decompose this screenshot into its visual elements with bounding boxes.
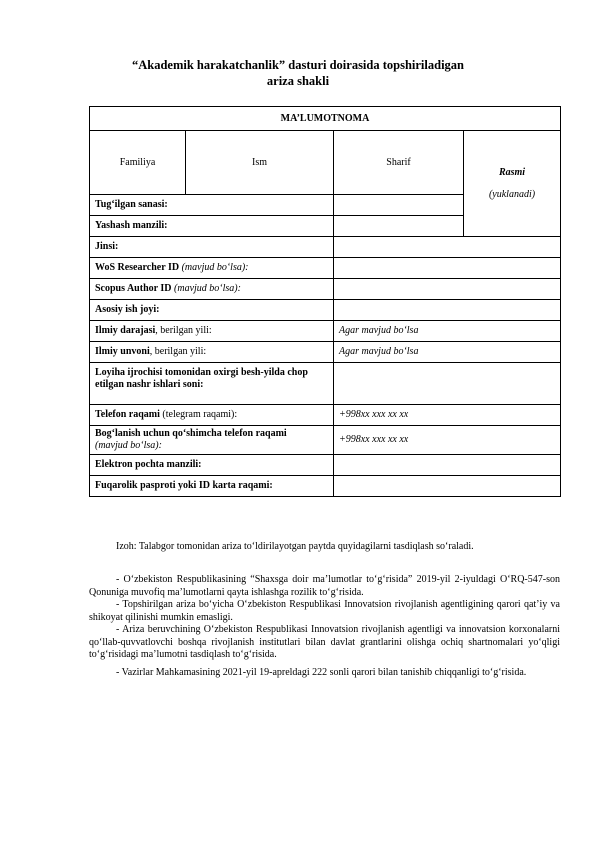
note-item: - Ariza beruvchining O‘zbekiston Respublikasi Innovatsion rivojlanish agentligi va innovatsion korxonalarni qo‘llab-quvvatlovchi boshqa rivojlanish institutlari bilan davlat grantlarini olishga ochiq shartnomalari yo‘qligi to‘g‘risidagi ma’lumotni tasdiqlash to‘g‘risida. — [89, 624, 560, 660]
table-row-label: Yashash manzili: — [90, 216, 334, 237]
publications-count-field[interactable] — [334, 363, 561, 405]
column-ism: Ism — [186, 131, 334, 195]
birth-date-field[interactable] — [334, 195, 464, 216]
gender-field[interactable] — [334, 237, 561, 258]
note-item: - O‘zbekiston Respublikasining “Shaxsga doir ma’lumotlar to‘g‘risida” 2019-yil 2-iyuldagi O‘RQ-547-son Qonuniga muvofiq ma’lumotlarni qayta ishlashga rozilik to‘g‘risida. — [89, 574, 560, 598]
note-item: - Topshirilgan ariza bo‘yicha O‘zbekiston Respublikasi Innovatsion rivojlanish agentligining qarori qat’iy va shikoyat qilinishi mumkin emasligi. — [89, 599, 560, 623]
table-row-label: Asosiy ish joyi: — [90, 300, 334, 321]
title-field[interactable]: Agar mavjud bo‘lsa — [334, 342, 561, 363]
workplace-field[interactable] — [334, 300, 561, 321]
phone-field[interactable]: +998xx xxx xx xx — [334, 405, 561, 426]
address-field[interactable] — [334, 216, 464, 237]
extra-phone-field[interactable]: +998xx xxx xx xx — [334, 426, 561, 455]
notes-list — [89, 574, 560, 679]
table-row-label: Bog‘lanish uchun qo‘shimcha telefon raqami (mavjud bo‘lsa): — [90, 426, 334, 455]
table-row-label: Loyiha ijrochisi tomonidan oxirgi besh-yilda chop etilgan nashr ishlari soni: — [90, 363, 334, 405]
table-row-label: Telefon raqami (telegram raqami): — [90, 405, 334, 426]
degree-field[interactable]: Agar mavjud bo‘lsa — [334, 321, 561, 342]
table-row-label: Elektron pochta manzili: — [90, 455, 334, 476]
column-sharif: Sharif — [334, 131, 464, 195]
email-field[interactable] — [334, 455, 561, 476]
table-header: MA’LUMOTNOMA — [90, 107, 561, 131]
table-row-label: Scopus Author ID (mavjud bo‘lsa): — [90, 279, 334, 300]
notes-intro: Izoh: Talabgor tomonidan ariza to‘ldirilayotgan paytda quyidagilarni tasdiqlash so‘raladi. — [116, 541, 474, 552]
table-row-label: Jinsi: — [90, 237, 334, 258]
table-row-label: WoS Researcher ID (mavjud bo‘lsa): — [90, 258, 334, 279]
form-title-line1: “Akademik harakatchanlik” dasturi doirasida topshiriladigan — [131, 58, 465, 72]
info-table — [89, 106, 561, 497]
table-row-label: Ilmiy darajasi, berilgan yili: — [90, 321, 334, 342]
table-row-label: Ilmiy unvoni, berilgan yili: — [90, 342, 334, 363]
form-title-line2: ariza shakli — [266, 73, 330, 88]
table-row-label: Fuqarolik pasproti yoki ID karta raqami: — [90, 476, 334, 497]
passport-id-field[interactable] — [334, 476, 561, 497]
photo-note: (yuklanadi) — [488, 188, 536, 200]
column-familiya: Familiya — [90, 131, 186, 195]
photo-cell[interactable] — [464, 131, 561, 237]
note-item: - Vazirlar Mahkamasining 2021-yil 19-apreldagi 222 sonli qarori bilan tanishib chiqqanligi to‘g‘risida. — [116, 666, 527, 678]
table-row-label: Tug‘ilgan sanasi: — [90, 195, 334, 216]
photo-label: Rasmi — [498, 166, 526, 178]
wos-id-field[interactable] — [334, 258, 561, 279]
scopus-id-field[interactable] — [334, 279, 561, 300]
form-title — [0, 58, 596, 89]
